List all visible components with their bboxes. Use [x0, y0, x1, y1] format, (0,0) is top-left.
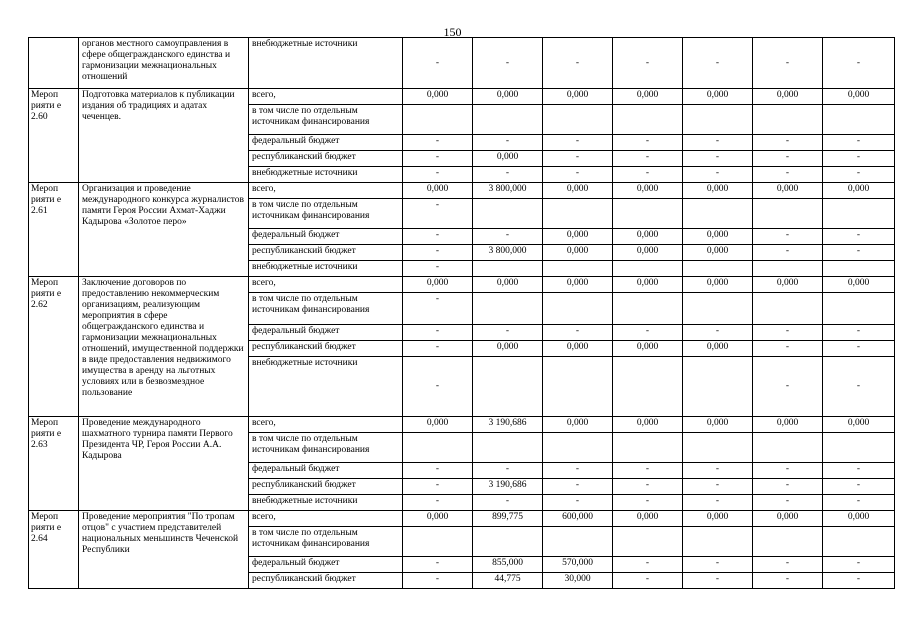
amount-cell: 855,000: [473, 557, 543, 573]
amount-cell: [613, 199, 683, 229]
amount-cell: -: [753, 557, 823, 573]
funding-source: республиканский бюджет: [249, 245, 403, 261]
funding-source: всего,: [249, 417, 403, 433]
amount-cell: -: [473, 38, 543, 89]
amount-cell: [473, 199, 543, 229]
amount-cell: -: [753, 135, 823, 151]
funding-source: республиканский бюджет: [249, 479, 403, 495]
amount-cell: -: [823, 325, 895, 341]
amount-cell: -: [753, 151, 823, 167]
amount-cell: 0,000: [403, 277, 473, 293]
measure-code: Мероп рияти е 2.64: [29, 511, 79, 589]
amount-cell: -: [613, 325, 683, 341]
amount-cell: -: [753, 167, 823, 183]
amount-cell: -: [403, 325, 473, 341]
amount-cell: 0,000: [543, 341, 613, 357]
amount-cell: -: [753, 341, 823, 357]
amount-cell: 44,775: [473, 573, 543, 589]
amount-cell: -: [823, 167, 895, 183]
amount-cell: -: [403, 151, 473, 167]
amount-cell: 0,000: [753, 417, 823, 433]
amount-cell: [543, 433, 613, 463]
amount-cell: 0,000: [543, 183, 613, 199]
amount-cell: [753, 105, 823, 135]
amount-cell: -: [543, 135, 613, 151]
amount-cell: 3 800,000: [473, 183, 543, 199]
amount-cell: -: [683, 495, 753, 511]
amount-cell: -: [613, 38, 683, 89]
amount-cell: -: [753, 463, 823, 479]
amount-cell: -: [613, 479, 683, 495]
funding-source: всего,: [249, 511, 403, 527]
amount-cell: -: [823, 463, 895, 479]
amount-cell: 0,000: [473, 89, 543, 105]
amount-cell: [753, 293, 823, 325]
funding-source: внебюджетные источники: [249, 495, 403, 511]
amount-cell: -: [403, 573, 473, 589]
funding-source: в том числе по отдельным источникам финансирования: [249, 433, 403, 463]
measure-code: [29, 38, 79, 89]
funding-source: федеральный бюджет: [249, 325, 403, 341]
amount-cell: [473, 261, 543, 277]
amount-cell: 0,000: [613, 277, 683, 293]
amount-cell: -: [403, 495, 473, 511]
amount-cell: [473, 357, 543, 417]
funding-source: внебюджетные источники: [249, 357, 403, 417]
amount-cell: [403, 105, 473, 135]
amount-cell: -: [753, 357, 823, 417]
amount-cell: [683, 261, 753, 277]
amount-cell: -: [403, 293, 473, 325]
amount-cell: -: [753, 229, 823, 245]
amount-cell: [473, 433, 543, 463]
amount-cell: [683, 105, 753, 135]
amount-cell: -: [543, 167, 613, 183]
funding-source: в том числе по отдельным источникам финансирования: [249, 293, 403, 325]
amount-cell: 0,000: [543, 277, 613, 293]
amount-cell: [543, 527, 613, 557]
amount-cell: -: [823, 229, 895, 245]
amount-cell: 570,000: [543, 557, 613, 573]
amount-cell: 0,000: [753, 511, 823, 527]
amount-cell: [543, 293, 613, 325]
amount-cell: -: [683, 151, 753, 167]
measure-name: Подготовка материалов к публикации издания об традициях и адатах чеченцев.: [79, 89, 249, 183]
amount-cell: -: [823, 245, 895, 261]
amount-cell: -: [403, 261, 473, 277]
funding-source: федеральный бюджет: [249, 463, 403, 479]
amount-cell: -: [613, 557, 683, 573]
table-row: [29, 89, 895, 105]
amount-cell: -: [403, 199, 473, 229]
amount-cell: -: [543, 325, 613, 341]
amount-cell: 0,000: [403, 511, 473, 527]
amount-cell: -: [473, 229, 543, 245]
amount-cell: 3 800,000: [473, 245, 543, 261]
amount-cell: [543, 105, 613, 135]
amount-cell: [543, 357, 613, 417]
amount-cell: 0,000: [613, 341, 683, 357]
funding-table: [28, 37, 895, 589]
funding-source: в том числе по отдельным источникам финансирования: [249, 527, 403, 557]
table-row: [29, 511, 895, 527]
amount-cell: -: [473, 495, 543, 511]
amount-cell: [683, 199, 753, 229]
amount-cell: 0,000: [613, 417, 683, 433]
amount-cell: [403, 527, 473, 557]
funding-source: в том числе по отдельным источникам финансирования: [249, 105, 403, 135]
amount-cell: -: [823, 479, 895, 495]
funding-source: республиканский бюджет: [249, 151, 403, 167]
amount-cell: -: [473, 135, 543, 151]
amount-cell: 0,000: [683, 417, 753, 433]
amount-cell: -: [543, 38, 613, 89]
amount-cell: 0,000: [543, 417, 613, 433]
amount-cell: [613, 527, 683, 557]
amount-cell: 0,000: [543, 89, 613, 105]
amount-cell: [823, 105, 895, 135]
amount-cell: -: [683, 325, 753, 341]
amount-cell: 0,000: [403, 89, 473, 105]
funding-source: внебюджетные источники: [249, 261, 403, 277]
amount-cell: 0,000: [613, 229, 683, 245]
amount-cell: -: [823, 495, 895, 511]
amount-cell: -: [403, 245, 473, 261]
measure-name: органов местного самоуправления в сфере общегражданского единства и гармонизации межнациональных отношений: [79, 38, 249, 89]
amount-cell: [753, 261, 823, 277]
amount-cell: 3 190,686: [473, 417, 543, 433]
funding-source: всего,: [249, 89, 403, 105]
amount-cell: 0,000: [823, 183, 895, 199]
amount-cell: -: [683, 479, 753, 495]
amount-cell: 0,000: [753, 277, 823, 293]
amount-cell: 0,000: [823, 511, 895, 527]
amount-cell: 0,000: [473, 341, 543, 357]
amount-cell: 0,000: [823, 89, 895, 105]
measure-name: Организация и проведение международного конкурса журналистов памяти Героя России Ахмат-Хаджи Кадырова «Золотое перо»: [79, 183, 249, 277]
measure-code: Мероп рияти е 2.62: [29, 277, 79, 417]
amount-cell: -: [543, 479, 613, 495]
amount-cell: [613, 293, 683, 325]
amount-cell: [473, 293, 543, 325]
amount-cell: [613, 357, 683, 417]
amount-cell: -: [543, 463, 613, 479]
measure-name: Проведение мероприятия "По тропам отцов" с участием представителей национальных меньшинств Чеченской Республики: [79, 511, 249, 589]
amount-cell: [683, 357, 753, 417]
amount-cell: 0,000: [683, 511, 753, 527]
amount-cell: -: [403, 557, 473, 573]
amount-cell: -: [823, 135, 895, 151]
amount-cell: 0,000: [613, 511, 683, 527]
amount-cell: 0,000: [403, 183, 473, 199]
amount-cell: [823, 199, 895, 229]
amount-cell: 0,000: [683, 245, 753, 261]
amount-cell: -: [753, 573, 823, 589]
amount-cell: 0,000: [683, 183, 753, 199]
amount-cell: -: [683, 573, 753, 589]
amount-cell: -: [613, 167, 683, 183]
amount-cell: [613, 105, 683, 135]
amount-cell: -: [683, 135, 753, 151]
funding-source: всего,: [249, 183, 403, 199]
amount-cell: -: [473, 463, 543, 479]
amount-cell: [823, 261, 895, 277]
measure-code: Мероп рияти е 2.60: [29, 89, 79, 183]
amount-cell: -: [753, 38, 823, 89]
amount-cell: 0,000: [403, 417, 473, 433]
amount-cell: 3 190,686: [473, 479, 543, 495]
amount-cell: 0,000: [473, 151, 543, 167]
amount-cell: -: [753, 325, 823, 341]
amount-cell: 0,000: [683, 89, 753, 105]
table-row: [29, 417, 895, 433]
measure-code: Мероп рияти е 2.61: [29, 183, 79, 277]
funding-source: всего,: [249, 277, 403, 293]
amount-cell: -: [683, 38, 753, 89]
amount-cell: [543, 261, 613, 277]
amount-cell: 899,775: [473, 511, 543, 527]
table-row: [29, 183, 895, 199]
amount-cell: -: [403, 167, 473, 183]
amount-cell: -: [753, 495, 823, 511]
amount-cell: [613, 433, 683, 463]
amount-cell: [753, 527, 823, 557]
amount-cell: -: [613, 151, 683, 167]
amount-cell: 0,000: [613, 183, 683, 199]
amount-cell: -: [683, 557, 753, 573]
amount-cell: -: [683, 167, 753, 183]
amount-cell: 0,000: [473, 277, 543, 293]
amount-cell: [403, 433, 473, 463]
amount-cell: 30,000: [543, 573, 613, 589]
amount-cell: [823, 293, 895, 325]
amount-cell: -: [613, 495, 683, 511]
amount-cell: -: [613, 135, 683, 151]
amount-cell: -: [823, 357, 895, 417]
amount-cell: -: [473, 325, 543, 341]
amount-cell: -: [823, 341, 895, 357]
amount-cell: 0,000: [753, 89, 823, 105]
amount-cell: -: [403, 341, 473, 357]
amount-cell: [473, 105, 543, 135]
amount-cell: -: [403, 229, 473, 245]
funding-source: внебюджетные источники: [249, 167, 403, 183]
amount-cell: [823, 433, 895, 463]
amount-cell: 0,000: [683, 229, 753, 245]
amount-cell: -: [403, 38, 473, 89]
funding-source: внебюджетные источники: [249, 38, 403, 89]
amount-cell: -: [613, 463, 683, 479]
amount-cell: 0,000: [683, 341, 753, 357]
amount-cell: [683, 527, 753, 557]
amount-cell: -: [543, 151, 613, 167]
measure-name: Проведение международного шахматного турнира памяти Первого Президента ЧР, Героя России А.А. Кадырова: [79, 417, 249, 511]
measure-name: Заключение договоров по предоставлению некоммерческим организациям, реализующим мероприятия в сфере общегражданского единства и гармонизации межнациональных отношений, имущественной поддержки в виде предоставления недвижимого имущества в аренду на льготных условиях или в безвозмездное пользование: [79, 277, 249, 417]
amount-cell: -: [823, 557, 895, 573]
amount-cell: -: [753, 245, 823, 261]
amount-cell: -: [823, 573, 895, 589]
amount-cell: [543, 199, 613, 229]
funding-source: федеральный бюджет: [249, 135, 403, 151]
amount-cell: 0,000: [753, 183, 823, 199]
amount-cell: [683, 433, 753, 463]
amount-cell: -: [403, 479, 473, 495]
page-number: 150: [443, 25, 462, 39]
amount-cell: 0,000: [543, 229, 613, 245]
amount-cell: -: [753, 479, 823, 495]
funding-source: республиканский бюджет: [249, 573, 403, 589]
amount-cell: 0,000: [543, 245, 613, 261]
table-row: [29, 38, 895, 89]
amount-cell: -: [403, 357, 473, 417]
funding-source: федеральный бюджет: [249, 229, 403, 245]
amount-cell: [753, 199, 823, 229]
amount-cell: -: [403, 135, 473, 151]
funding-source: республиканский бюджет: [249, 341, 403, 357]
funding-source: в том числе по отдельным источникам финансирования: [249, 199, 403, 229]
amount-cell: [473, 527, 543, 557]
table-row: [29, 277, 895, 293]
amount-cell: -: [683, 463, 753, 479]
amount-cell: [613, 261, 683, 277]
amount-cell: [683, 293, 753, 325]
amount-cell: -: [403, 463, 473, 479]
amount-cell: -: [613, 573, 683, 589]
funding-source: федеральный бюджет: [249, 557, 403, 573]
amount-cell: [823, 527, 895, 557]
amount-cell: 0,000: [823, 417, 895, 433]
amount-cell: 0,000: [683, 277, 753, 293]
amount-cell: 600,000: [543, 511, 613, 527]
amount-cell: [753, 433, 823, 463]
amount-cell: 0,000: [613, 89, 683, 105]
amount-cell: 0,000: [613, 245, 683, 261]
amount-cell: -: [823, 151, 895, 167]
measure-code: Мероп рияти е 2.63: [29, 417, 79, 511]
amount-cell: -: [473, 167, 543, 183]
amount-cell: 0,000: [823, 277, 895, 293]
amount-cell: -: [543, 495, 613, 511]
amount-cell: -: [823, 38, 895, 89]
